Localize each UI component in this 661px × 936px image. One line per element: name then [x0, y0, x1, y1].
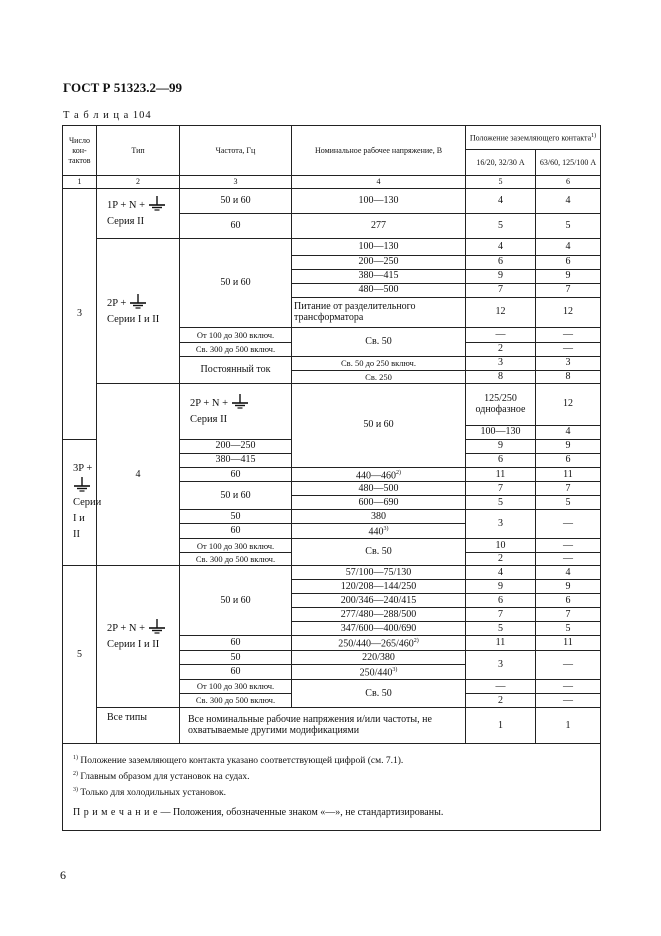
position-large: —: [536, 327, 601, 342]
position-small: 7: [466, 608, 536, 622]
voltage-cell: Св. 50: [292, 327, 466, 356]
position-large: 5: [536, 622, 601, 636]
position-large: 5: [536, 213, 601, 238]
position-small: 11: [466, 636, 536, 651]
frequency-cell: 60: [180, 213, 292, 238]
position-large: 4: [536, 188, 601, 213]
position-small: 9: [466, 580, 536, 594]
col-number: 6: [536, 176, 601, 189]
voltage-cell: 120/208—144/250: [292, 580, 466, 594]
position-small: 1: [466, 707, 536, 743]
position-small: 7: [466, 482, 536, 496]
contacts-count: 5: [63, 566, 97, 744]
col-head-sub2: 63/60, 125/100 А: [536, 150, 601, 176]
earth-ground-icon: [231, 394, 249, 409]
col-number: 4: [292, 176, 466, 189]
footnote-1: $^{1)}$ Положение заземляющего контакта указано соответствующей цифрой (см. 7.1).: [73, 754, 404, 766]
voltage-cell: 380—415: [292, 269, 466, 283]
voltage-cell: 250/440—265/460$^{2)}$: [292, 636, 466, 651]
col-number: 3: [180, 176, 292, 189]
position-small: 12: [536, 383, 601, 425]
frequency-cell: 60: [180, 524, 292, 539]
frequency-cell: 50: [180, 650, 292, 664]
contacts-count: 4: [97, 383, 180, 566]
frequency-cell: Св. 300 до 500 включ.: [180, 693, 292, 707]
position-large: 4: [536, 566, 601, 580]
frequency-cell: 50 и 60: [292, 383, 466, 467]
position-small: 5: [466, 213, 536, 238]
voltage-cell: Св. 50: [292, 539, 466, 566]
type-cell: 2P + Серии I и II: [97, 238, 180, 383]
voltage-cell: Св. 50: [292, 679, 466, 707]
position-large: 11: [536, 467, 601, 482]
voltage-cell: 125/250 однофазное: [466, 383, 536, 425]
position-large: 6: [536, 255, 601, 269]
col-number: 2: [97, 176, 180, 189]
frequency-cell: 50 и 60: [180, 188, 292, 213]
table-caption: Т а б л и ц а 104: [63, 110, 152, 121]
position-small: 2: [466, 693, 536, 707]
position-large: 9: [536, 269, 601, 283]
position-small: 2: [466, 553, 536, 566]
voltage-cell: 100—130: [466, 425, 536, 439]
col-head-voltage: Номинальное рабочее напряжение, В: [292, 126, 466, 176]
earth-ground-icon: [129, 294, 147, 309]
position-large: 4: [536, 238, 601, 255]
col-head-sub1: 16/20, 32/30 А: [466, 150, 536, 176]
position-small: 11: [466, 467, 536, 482]
position-large: 6: [536, 594, 601, 608]
voltage-cell: 277: [292, 213, 466, 238]
col-number: 5: [466, 176, 536, 189]
position-small: 3: [466, 650, 536, 679]
frequency-cell: От 100 до 300 включ.: [180, 327, 292, 342]
type-cell: 3P + Серии I и II: [63, 439, 97, 566]
position-large: —: [536, 693, 601, 707]
position-large: 7: [536, 283, 601, 297]
position-large: 9: [536, 580, 601, 594]
frequency-cell: 50 и 60: [180, 566, 292, 636]
voltage-cell: 100—130: [292, 188, 466, 213]
col-head-frequency: Частота, Гц: [180, 126, 292, 176]
col-head-type: Тип: [97, 126, 180, 176]
frequency-cell: Постоянный ток: [180, 356, 292, 383]
position-small: 4: [536, 425, 601, 439]
footnote-2: $^{2)}$ Главным образом для установок на судах.: [73, 770, 250, 783]
position-large: 6: [536, 453, 601, 467]
frequency-cell: От 100 до 300 включ.: [180, 539, 292, 553]
frequency-cell: Св. 300 до 500 включ.: [180, 553, 292, 566]
position-small: 10: [466, 539, 536, 553]
voltage-cell: 440—460$^{2)}$: [292, 467, 466, 482]
position-small: 3: [466, 510, 536, 539]
voltage-cell: Св. 250: [292, 370, 466, 383]
voltage-cell: 380—415: [180, 453, 292, 467]
footnote-3: $^{3)}$ Только для холодильных установок.: [73, 787, 226, 799]
position-small: 3: [466, 356, 536, 370]
page-number: 6: [60, 868, 66, 882]
position-small: 2: [466, 342, 536, 356]
position-large: 1: [536, 707, 601, 743]
type-cell: 2P + N + Серия II: [180, 383, 292, 439]
type-cell: 2P + N + Серии I и II: [97, 566, 180, 708]
position-small: 6: [466, 594, 536, 608]
position-large: —: [536, 650, 601, 679]
position-large: —: [536, 679, 601, 693]
position-small: 9: [466, 439, 536, 453]
position-small: 8: [466, 370, 536, 383]
position-large: —: [536, 539, 601, 553]
position-small: 7: [466, 283, 536, 297]
type-cell: 1P + N + Серия II: [97, 188, 180, 238]
frequency-cell: 60: [180, 467, 292, 482]
position-small: —: [466, 327, 536, 342]
position-large: 8: [536, 370, 601, 383]
earth-ground-icon: [148, 196, 166, 211]
position-small: 12: [466, 297, 536, 327]
frequency-cell: 50 и 60: [180, 482, 292, 510]
voltage-cell: 100—130: [292, 238, 466, 255]
voltage-cell: 200—250: [180, 439, 292, 453]
position-large: —: [536, 553, 601, 566]
type-cell: Все типы: [97, 707, 180, 743]
frequency-cell: От 100 до 300 включ.: [180, 679, 292, 693]
contacts-count: 3: [63, 188, 97, 439]
frequency-cell: 50: [180, 510, 292, 524]
position-small: 9: [466, 269, 536, 283]
position-small: 4: [466, 188, 536, 213]
col-number: 1: [63, 176, 97, 189]
all-voltages-cell: Все номинальные рабочие напряжения и/или частоты, не охватываемые другими модификациями: [180, 707, 466, 743]
voltage-cell: 380: [292, 510, 466, 524]
footnotes: [63, 743, 601, 830]
position-small: 6: [466, 255, 536, 269]
voltage-cell: Св. 50 до 250 включ.: [292, 356, 466, 370]
voltage-cell: 347/600—400/690: [292, 622, 466, 636]
voltage-cell: 600—690: [292, 496, 466, 510]
position-large: 7: [536, 608, 601, 622]
position-small: 4: [466, 566, 536, 580]
voltage-cell: 220/380: [292, 650, 466, 664]
voltage-cell: 480—500: [292, 283, 466, 297]
position-large: 5: [536, 496, 601, 510]
position-large: —: [536, 342, 601, 356]
voltage-cell: 200—250: [292, 255, 466, 269]
frequency-cell: 50 и 60: [180, 238, 292, 327]
col-head-position: Положение заземляющего контакта$^{1)}$: [466, 126, 601, 150]
frequency-cell: 60: [180, 636, 292, 651]
frequency-cell: 60: [180, 664, 292, 679]
position-small: 4: [466, 238, 536, 255]
voltage-cell: 200/346—240/415: [292, 594, 466, 608]
col-head-contacts: Число кон- тактов: [63, 126, 97, 176]
position-large: 9: [536, 439, 601, 453]
position-large: —: [536, 510, 601, 539]
table-note: П р и м е ч а н и е — Положения, обозначенные знаком «—», не стандартизированы.: [73, 807, 444, 819]
gost-table-104: [62, 125, 601, 831]
voltage-cell: 57/100—75/130: [292, 566, 466, 580]
voltage-cell: 480—500: [292, 482, 466, 496]
position-small: 5: [466, 622, 536, 636]
position-large: 11: [536, 636, 601, 651]
voltage-cell: Питание от разделительного трансформатора: [292, 297, 466, 327]
position-small: 6: [466, 453, 536, 467]
earth-ground-icon: [73, 477, 91, 492]
position-large: 7: [536, 482, 601, 496]
earth-ground-icon: [148, 619, 166, 634]
position-large: 3: [536, 356, 601, 370]
voltage-cell: 440$^{3)}$: [292, 524, 466, 539]
voltage-cell: 277/480—288/500: [292, 608, 466, 622]
position-large: 12: [536, 297, 601, 327]
frequency-cell: Св. 300 до 500 включ.: [180, 342, 292, 356]
position-small: 5: [466, 496, 536, 510]
position-small: —: [466, 679, 536, 693]
voltage-cell: 250/440$^{3)}$: [292, 664, 466, 679]
standard-header: ГОСТ Р 51323.2—99: [63, 80, 182, 95]
